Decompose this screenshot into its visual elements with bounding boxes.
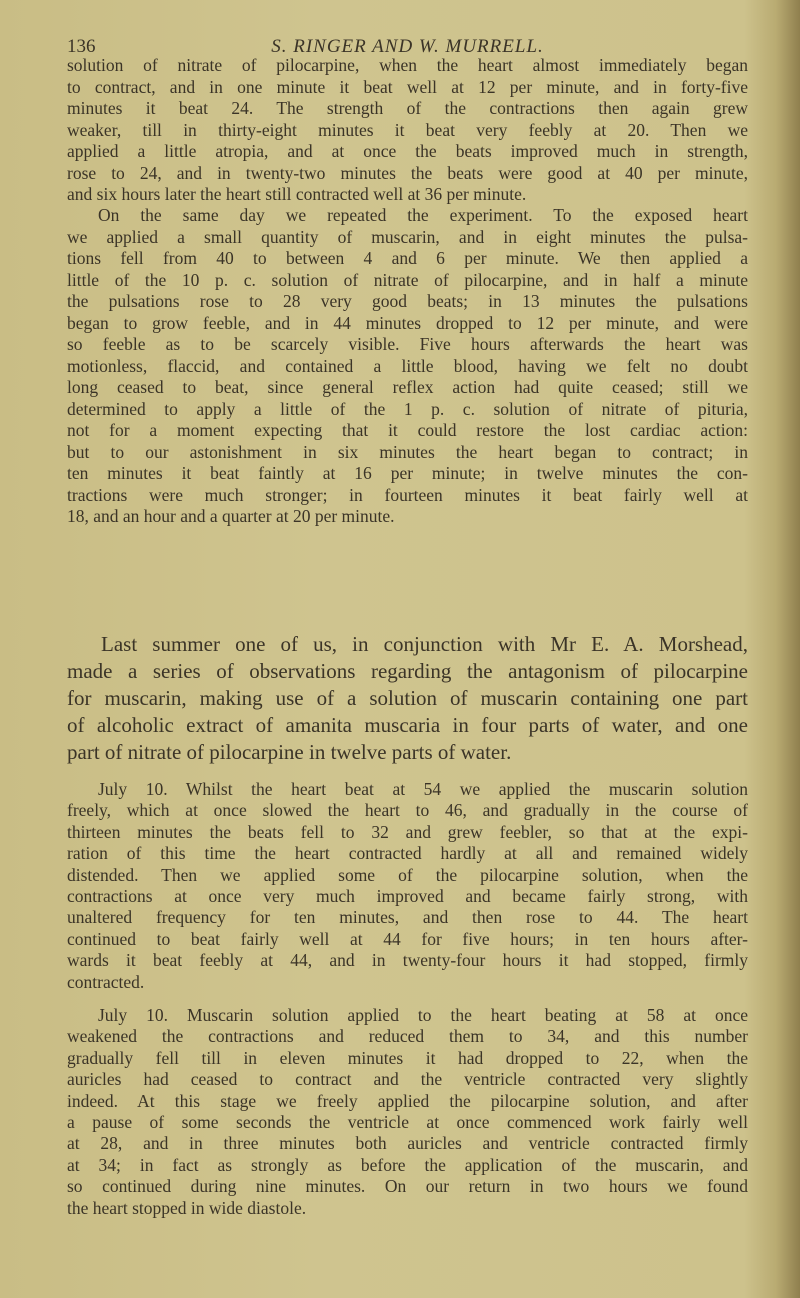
text-line: weaker, till in thirty-eight minutes it beat very feebly at 20. Then we (67, 119, 748, 140)
text-line: the heart stopped in wide diastole. (67, 1197, 307, 1218)
paragraph-same-day-experiment (67, 205, 748, 528)
text-line: auricles had ceased to contract and the ventricle contracted very slightly (67, 1069, 748, 1090)
paragraph-continued (67, 55, 748, 206)
text-line: On the same day we repeated the experiment. To the exposed heart (98, 205, 748, 225)
text-line: of alcoholic extract of amanita muscaria in four parts of water, and one (67, 713, 748, 737)
text-line: indeed. At this stage we freely applied the pilocarpine solution, and after (67, 1090, 748, 1111)
text-line: continued to beat fairly well at 44 for five hours; in ten hours after- (67, 928, 748, 949)
text-line: unaltered frequency for ten minutes, and then rose to 44. The heart (67, 907, 748, 928)
text-line: determined to apply a little of the 1 p. c. solution of nitrate of pituria, (67, 398, 748, 419)
text-line: little of the 10 p. c. solution of nitrate of pilocarpine, and in half a minute (67, 269, 748, 290)
text-line: we applied a small quantity of muscarin, and in eight minutes the pulsa- (67, 226, 748, 247)
text-line: minutes it beat 24. The strength of the contractions then again grew (67, 98, 748, 118)
text-line: at 28, and in three minutes both auricles and ventricle contracted firmly (67, 1133, 748, 1154)
text-line: long ceased to beat, since general reflex action had quite ceased; still we (67, 377, 748, 397)
text-line: thirteen minutes the beats fell to 32 and grew feebler, so that at the expi- (67, 821, 748, 842)
text-line: tions fell from 40 to between 4 and 6 per minute. We then applied a (67, 248, 748, 268)
text-line: weakened the contractions and reduced them to 34, and this number (67, 1026, 748, 1047)
text-line: the pulsations rose to 28 very good beats; in 13 minutes the pulsations (67, 291, 748, 311)
text-line: solution of nitrate of pilocarpine, when the heart almost immediately began (67, 55, 748, 75)
text-line: so continued during nine minutes. On our return in two hours we found (67, 1176, 748, 1197)
text-line: rose to 24, and in twenty-two minutes the beats were good at 40 per minute, (67, 162, 748, 183)
text-line: motionless, flaccid, and contained a little blood, having we felt no doubt (67, 355, 748, 376)
text-line: for muscarin, making use of a solution of muscarin containing one part (67, 686, 748, 710)
text-line: 18, and an hour and a quarter at 20 per minute. (67, 506, 395, 526)
text-line: so feeble as to be scarcely visible. Five hours afterwards the heart was (67, 334, 748, 354)
text-line: July 10. Whilst the heart beat at 54 we applied the muscarin solution (98, 779, 748, 799)
text-line: July 10. Muscarin solution applied to the heart beating at 58 at once (98, 1005, 748, 1025)
text-line: tractions were much stronger; in fourteen minutes it beat fairly well at (67, 484, 748, 505)
paragraph-july-10-second (67, 1005, 748, 1219)
running-title: S. RINGER AND W. MURRELL. (271, 36, 544, 57)
text-line: applied a little atropia, and at once the beats improved much in strength, (67, 141, 748, 161)
text-line: ration of this time the heart contracted hardly at all and remained widely (67, 843, 748, 864)
text-line: contractions at once very much improved and became fairly strong, with (67, 885, 748, 906)
text-line: to contract, and in one minute it beat well at 12 per minute, and in forty-five (67, 76, 748, 97)
text-line: made a series of observations regarding the antagonism of pilocarpine (67, 659, 748, 683)
text-line: freely, which at once slowed the heart to 46, and gradually in the course of (67, 800, 748, 821)
text-line: distended. Then we applied some of the pilocarpine solution, when the (67, 864, 748, 885)
text-line: part of nitrate of pilocarpine in twelve parts of water. (67, 740, 512, 764)
paragraph-july-10-first (67, 779, 748, 993)
text-line: and six hours later the heart still contracted well at 36 per minute. (67, 184, 527, 204)
paragraph-morshead-observations (67, 631, 748, 766)
text-line: contracted. (67, 971, 145, 992)
text-line: a pause of some seconds the ventricle at once commenced work fairly well (67, 1111, 748, 1132)
text-line: at 34; in fact as strongly as before the application of the muscarin, and (67, 1154, 748, 1175)
text-line: ten minutes it beat faintly at 16 per minute; in twelve minutes the con- (67, 463, 748, 483)
text-line: gradually fell till in eleven minutes it had dropped to 22, when the (67, 1047, 748, 1068)
text-line: wards it beat feebly at 44, and in twenty-four hours it had stopped, firmly (67, 950, 748, 971)
text-line: not for a moment expecting that it could restore the lost cardiac action: (67, 420, 748, 440)
text-line: began to grow feeble, and in 44 minutes dropped to 12 per minute, and were (67, 312, 748, 333)
text-line: Last summer one of us, in conjunction with Mr E. A. Morshead, (101, 632, 748, 656)
text-line: but to our astonishment in six minutes the heart began to contract; in (67, 441, 748, 462)
page-number: 136 (67, 36, 96, 57)
